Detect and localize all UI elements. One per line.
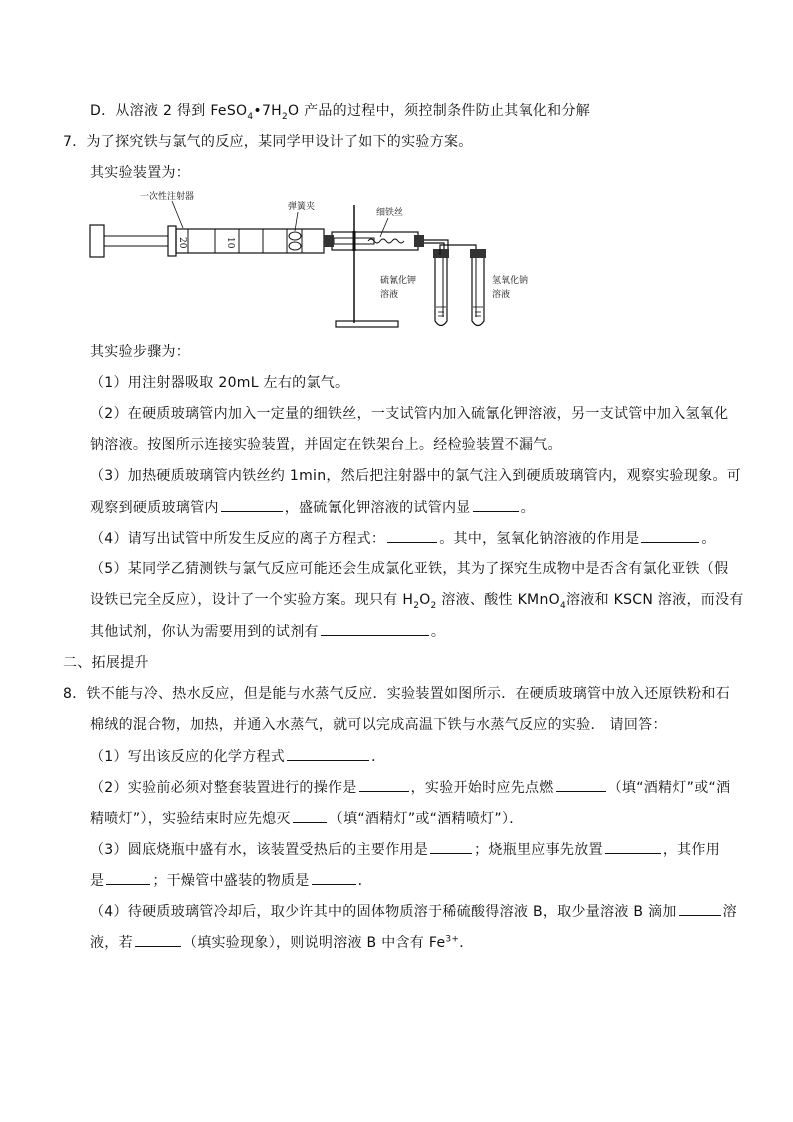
q8-part1: （1）写出该反应的化学方程式 ． <box>90 746 385 767</box>
q7-steps-label: 其实验步骤为： <box>90 344 191 360</box>
naoh-label-2: 溶液 <box>492 290 511 300</box>
spring-clamp <box>289 232 301 240</box>
q7-step2-line2: 钠溶液。按图所示连接实验装置，并固定在铁架台上。经检验装置不漏气。 <box>90 437 562 453</box>
q7-step4: （4）请写出试管中所发生反应的离子方程式： 。其中，氢氧化钠溶液的作用是 。 <box>90 528 716 549</box>
q8-part4-line1: （4）待硬质玻璃管冷却后，取少许其中的固体物质溶于稀硫酸得溶液 B，取少量溶液 B 滴加 溶 <box>90 901 737 922</box>
q7-apparatus-label: 其实验装置为： <box>90 165 191 181</box>
hard-glass-tube <box>332 232 418 250</box>
answer-blank[interactable] <box>312 870 356 885</box>
naoh-label-1: 氢氧化钠 <box>492 276 528 286</box>
test-tube-1-stopper <box>433 249 449 258</box>
q7-step3-line2: 观察到硬质玻璃管内 ，盛硫氰化钾溶液的试管内显 。 <box>90 497 535 518</box>
answer-blank[interactable] <box>679 901 721 916</box>
test-tube-2 <box>472 258 484 326</box>
clamp-label: 弹簧夹 <box>288 202 316 212</box>
apparatus-diagram <box>88 185 528 335</box>
q7-stem: 7．为了探究铁与氯气的反应，某同学甲设计了如下的实验方案。 <box>63 134 473 150</box>
answer-blank[interactable] <box>321 621 429 636</box>
test-tube-2-stopper <box>470 249 486 258</box>
q7-step3-line1: （3）加热硬质玻璃管内铁丝约 1min，然后把注射器中的氯气注入到硬质玻璃管内，观察实验现象。可 <box>90 468 742 484</box>
answer-blank[interactable] <box>221 497 283 512</box>
iron-wire <box>368 239 404 243</box>
syringe-plunger-end <box>90 225 104 257</box>
test-tube-1 <box>435 258 447 326</box>
tick-20: 20 <box>177 237 187 249</box>
syringe-label: 一次性注射器 <box>140 192 195 202</box>
answer-blank[interactable] <box>135 932 181 947</box>
q8-part3-line1: （3）圆底烧瓶中盛有水，该装置受热后的主要作用是 ；烧瓶里应事先放置 ，其作用 <box>90 839 720 860</box>
answer-blank[interactable] <box>473 497 519 512</box>
q8-part2-line2: 精喷灯”），实验结束时应先熄灭 （填“酒精灯”或“酒精喷灯”）． <box>90 808 524 829</box>
stopper-left <box>324 235 334 247</box>
stopper-right <box>414 235 424 247</box>
q7-step5-line2: 设铁已完全反应），设计了一个实验方案。现只有 $H_2O_2$ 溶液、酸性 KMnO$_4$溶液和 KSCN 溶液，而没有 <box>90 592 744 611</box>
answer-blank[interactable] <box>641 528 699 543</box>
section-title: 二、拓展提升 <box>63 655 149 671</box>
answer-blank[interactable] <box>287 746 369 761</box>
q6-option-d: D．从溶液 2 得到 $FeSO_4•7H_2O$ 产品的过程中，须控制条件防止其氧化和分解 <box>90 103 591 122</box>
answer-blank[interactable] <box>359 777 409 792</box>
answer-blank[interactable] <box>293 808 327 823</box>
apparatus-figure <box>88 185 528 335</box>
answer-blank[interactable] <box>605 839 661 854</box>
q7-step5-line1: （5）某同学乙猜测铁与氯气反应可能还会生成氯化亚铁，其为了探究生成物中是否含有氯化亚铁（假 <box>90 561 729 577</box>
q8-stem-line2: 棉绒的混合物，加热，并通入水蒸气，就可以完成高温下铁与水蒸气反应的实验． 请回答： <box>90 717 667 733</box>
answer-blank[interactable] <box>387 528 437 543</box>
kscn-label-2: 溶液 <box>380 290 399 300</box>
wire-label: 细铁丝 <box>376 208 404 218</box>
answer-blank[interactable] <box>106 870 150 885</box>
q7-step2-line1: （2）在硬质玻璃管内加入一定量的细铁丝，一支试管内加入硫氰化钾溶液，另一支试管中加入氢氧化 <box>90 406 729 422</box>
q8-part3-line2: 是 ；干燥管中盛装的物质是 ． <box>90 870 372 891</box>
q8-part4-line2: 液，若 （填实验现象），则说明溶液 B 中含有 $Fe^{3+}$． <box>90 932 474 953</box>
q7-step1: （1）用注射器吸取 20mL 左右的氯气。 <box>90 375 350 391</box>
q8-part2-line1: （2）实验前必须对整套装置进行的操作是 ，实验开始时应先点燃 （填“酒精灯”或“酒 <box>90 777 730 798</box>
answer-blank[interactable] <box>556 777 606 792</box>
q8-stem-line1: 8．铁不能与冷、热水反应，但是能与水蒸气反应．实验装置如图所示．在硬质玻璃管中放入还原铁粉和石 <box>63 686 731 702</box>
q7-step5-line3: 其他试剂，你认为需要用到的试剂有 。 <box>90 621 445 642</box>
kscn-label-1: 硫氰化钾 <box>380 276 417 286</box>
retort-stand-base <box>336 321 398 327</box>
tick-10: 10 <box>225 237 235 249</box>
answer-blank[interactable] <box>430 839 472 854</box>
